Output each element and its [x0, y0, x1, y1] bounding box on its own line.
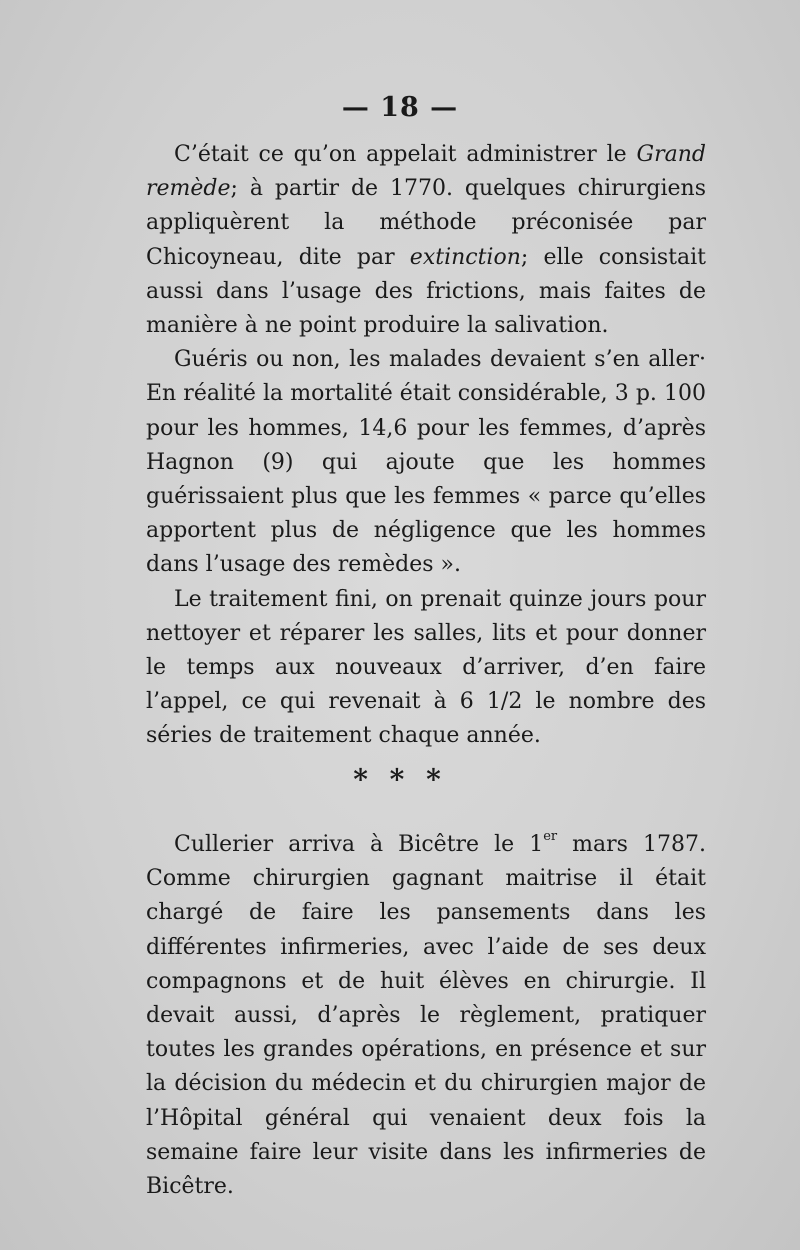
- paragraph-3: Le traitement fini, on prenait quinze jours pour nettoyer et réparer les salles, lits et pour donner le temps aux nouveaux d’arriver, d’en faire l’appel, ce qui revenait à 6 1/2 le nombre des séries de traitement chaque année.: [146, 586, 706, 749]
- section-separator: * * *: [353, 763, 447, 796]
- paragraph-1: [146, 138, 706, 343]
- p1-text-1: C’était ce qu’on appelait administrer le: [174, 142, 637, 167]
- p1-italic-grand-remede: Grand remède: [146, 142, 706, 202]
- page-number: — 18 —: [341, 92, 459, 123]
- p4-superscript: er: [543, 829, 558, 844]
- p4-text-2: mars 1787. Comme chirurgien gagnant maitrise il était chargé de faire les pansements dans les différentes infirmeries, avec l’aide de ses deux compagnons et de huit élèves en chirurgie. Il devait aussi, d’après le règlement, pratiquer toutes les grandes opérations, en présence et sur la décision du médecin et du chirurgien major de l’Hôpital général qui venaient deux fois la semaine faire leur visite dans les infirmeries de Bicêtre.: [146, 832, 706, 1200]
- p1-text-3: ; elle consistait aussi dans l’usage des frictions, mais faites de manière à ne point produire la salivation.: [146, 244, 706, 339]
- paragraph-2: Guéris ou non, les malades devaient s’en aller· En réalité la mortalité était considérable, 3 p. 100 pour les hommes, 14,6 pour les femmes, d’après Hagnon (9) qui ajoute que les hommes guérissaient plus que les femmes « parce qu’elles apportent plus de négligence que les hommes dans l’usage des remèdes ».: [146, 347, 706, 578]
- paragraph-4: [146, 828, 706, 1204]
- text-block-top: [146, 138, 706, 754]
- p1-text-2: ; à partir de 1770. quelques chirurgiens appliquèrent la méthode préconisée par Chicoyneau, dite par: [146, 176, 706, 270]
- p1-italic-extinction: extinction: [409, 244, 521, 270]
- text-block-bottom: [146, 828, 706, 1204]
- p4-text-1: Cullerier arriva à Bicêtre le 1: [174, 832, 544, 857]
